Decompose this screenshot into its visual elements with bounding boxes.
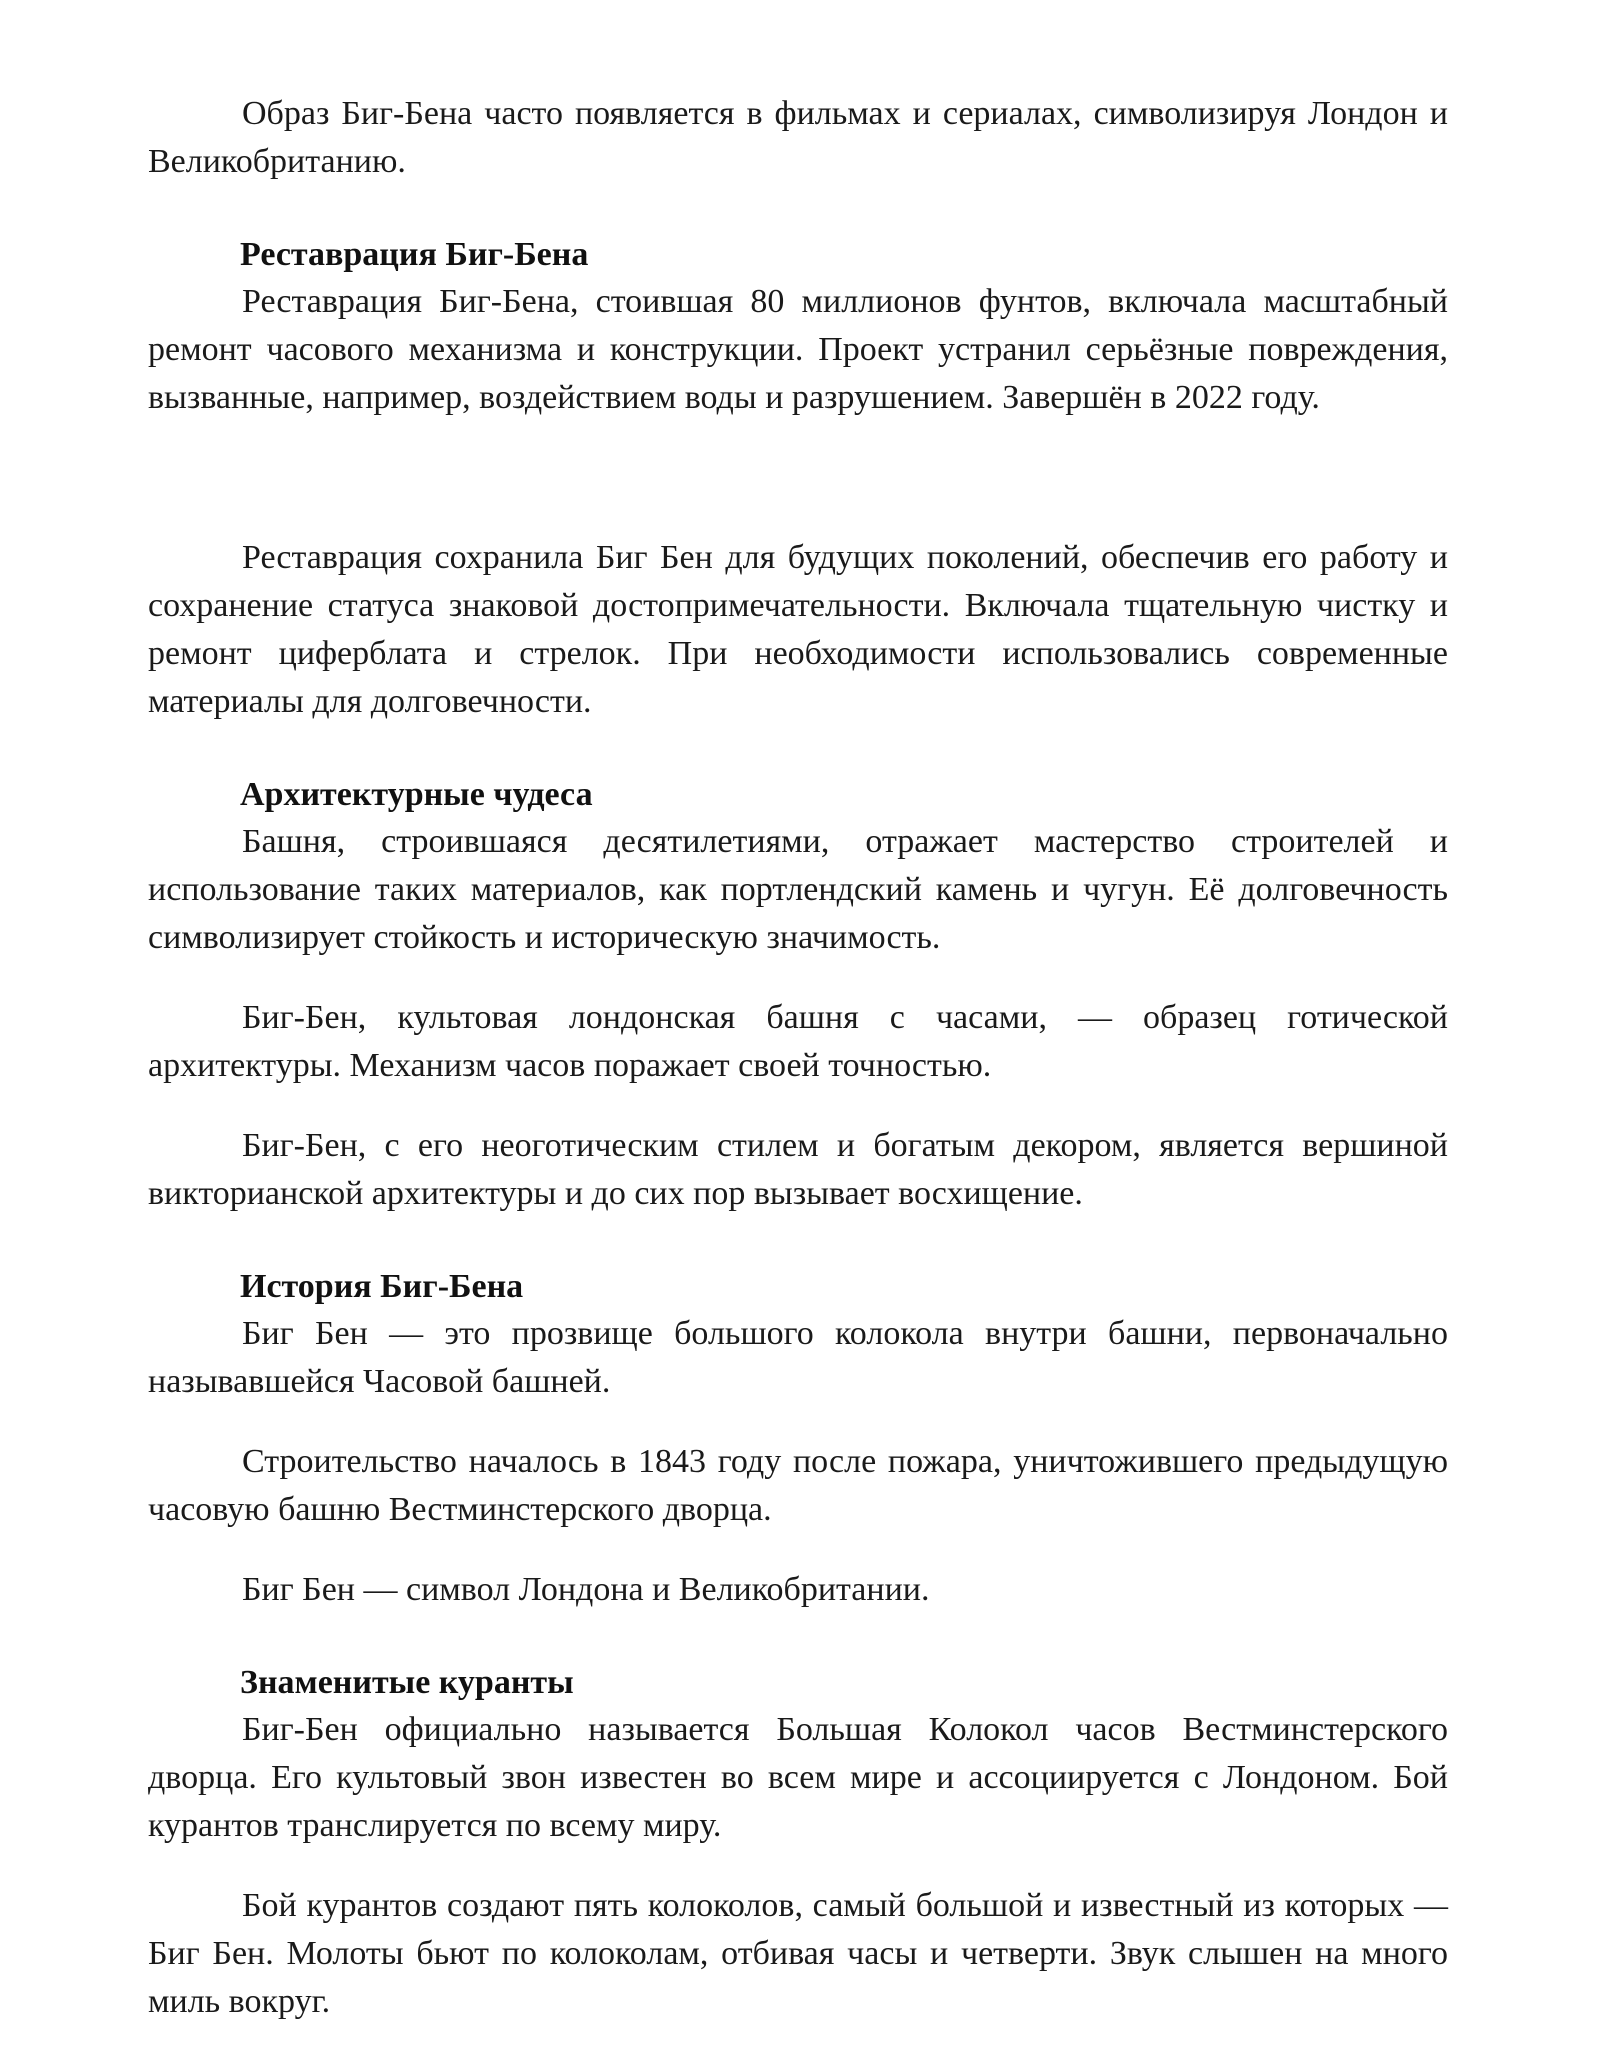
history-paragraph-3: Биг Бен — символ Лондона и Великобритании. (242, 1571, 930, 1608)
chimes-paragraph-1: Биг-Бен официально называется Большая Колокол часов Вестминстерского дворца. Его культовый звон известен во всем мире и ассоциируется с Лондоном. Бой курантов транслируется по всему миру. (148, 1711, 1448, 1844)
history-paragraph-1: Биг Бен — это прозвище большого колокола внутри башни, первоначально называвшейся Часовой башней. (148, 1315, 1448, 1400)
section-heading-history: История Биг-Бена (240, 1268, 524, 1305)
architecture-paragraph-3: Биг-Бен, с его неоготическим стилем и богатым декором, является вершиной викторианской архитектуры и до сих пор вызывает восхищение. (148, 1127, 1448, 1212)
restoration-paragraph-1: Реставрация Биг-Бена, стоившая 80 миллионов фунтов, включала масштабный ремонт часового механизма и конструкции. Проект устранил серьёзные повреждения, вызванные, например, воздействием воды и разрушением. Завершён в 2022 году. (148, 283, 1448, 416)
section-heading-chimes: Знаменитые куранты (240, 1664, 574, 1701)
section-heading-restoration: Реставрация Биг-Бена (240, 236, 589, 273)
chimes-paragraph-2: Бой курантов создают пять колоколов, самый большой и известный из которых — Биг Бен. Молоты бьют по колоколам, отбивая часы и четверти. Звук слышен на много миль вокруг. (148, 1887, 1448, 2020)
history-paragraph-2: Строительство началось в 1843 году после пожара, уничтожившего предыдущую часовую башню Вестминстерского дворца. (148, 1443, 1448, 1528)
document-body (148, 90, 1448, 2026)
intro-paragraph: Образ Биг-Бена часто появляется в фильмах и сериалах, символизируя Лондон и Великобританию. (148, 95, 1448, 180)
section-heading-architecture: Архитектурные чудеса (240, 776, 593, 813)
architecture-paragraph-2: Биг-Бен, культовая лондонская башня с часами, — образец готической архитектуры. Механизм часов поражает своей точностью. (148, 999, 1448, 1084)
architecture-paragraph-1: Башня, строившаяся десятилетиями, отражает мастерство строителей и использование таких материалов, как портлендский камень и чугун. Её долговечность символизирует стойкость и историческую значимость. (148, 823, 1448, 956)
restoration-paragraph-2: Реставрация сохранила Биг Бен для будущих поколений, обеспечив его работу и сохранение статуса знаковой достопримечательности. Включала тщательную чистку и ремонт циферблата и стрелок. При необходимости использовались современные материалы для долговечности. (148, 539, 1448, 720)
